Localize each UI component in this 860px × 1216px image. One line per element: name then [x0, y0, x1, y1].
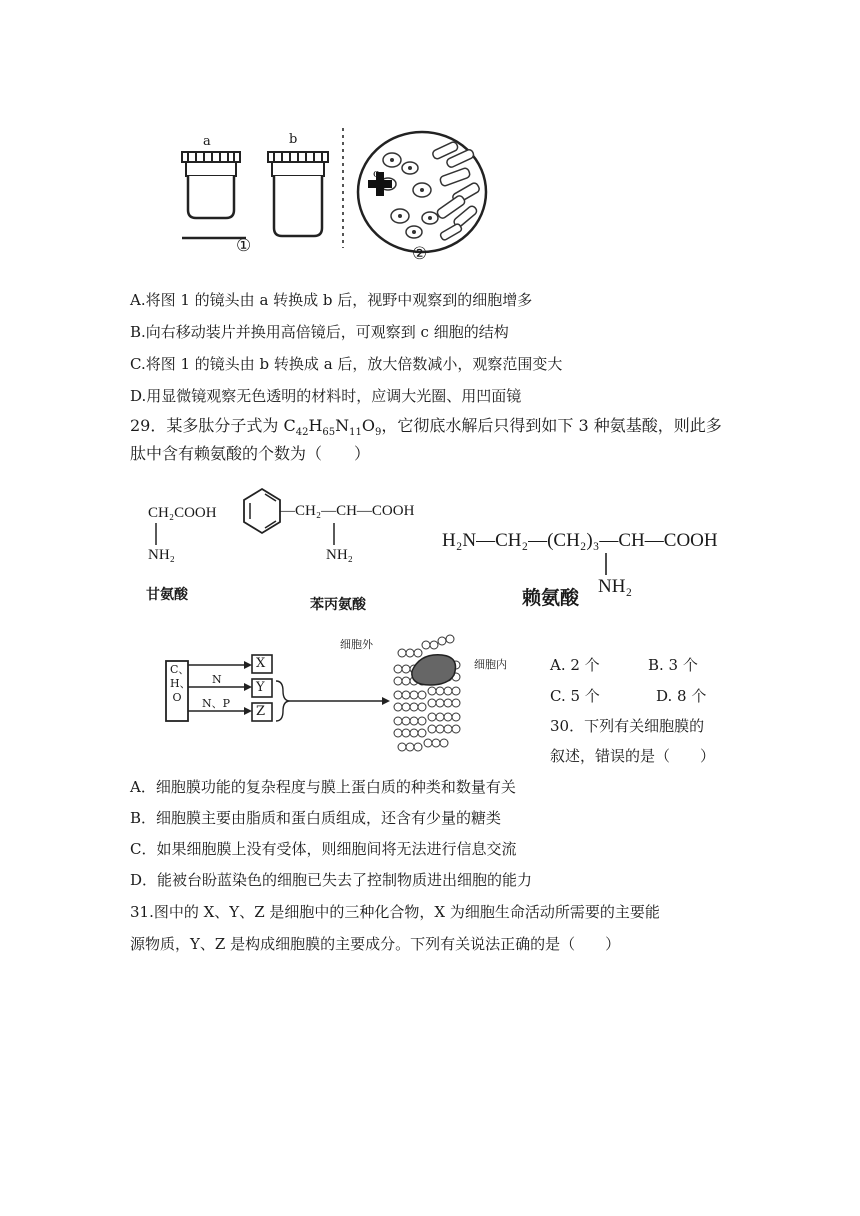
microscope-figure — [160, 120, 510, 270]
q29-stem-prefix: 29．某多肽分子式为 C — [130, 416, 296, 435]
lens-b-label: b — [289, 132, 298, 147]
q30-option-a: A．细胞膜功能的复杂程度与膜上蛋白质的种类和数量有关 — [130, 778, 516, 796]
field-of-view-icon — [358, 132, 486, 252]
glycine-formula: CH₂COOH — [148, 505, 217, 521]
lysine-name: 赖氨酸 — [522, 587, 580, 609]
figure-2-label: ② — [412, 244, 428, 264]
objective-lens-a-icon — [182, 152, 240, 218]
membrane-figure — [150, 625, 540, 765]
formula-c-count: 42 — [295, 427, 309, 439]
q29-stem-suffix: ，它彻底水解后只得到如下 3 种氨基酸，则此多 — [381, 416, 722, 435]
q29-option-a: A. 2 个 — [550, 656, 600, 674]
q28-option-b: B.向右移动装片并换用高倍镜后，可观察到 c 细胞的结构 — [130, 323, 509, 341]
q29-option-d: D. 8 个 — [656, 687, 707, 705]
phenylalanine-name: 苯丙氨酸 — [310, 597, 366, 613]
q29-option-b: B. 3 个 — [648, 656, 698, 674]
q28-option-a: A.将图 1 的镜头由 a 转换成 b 后，视野中观察到的细胞增多 — [130, 291, 533, 309]
q30-option-d: D．能被台盼蓝染色的细胞已失去了控制物质进出细胞的能力 — [130, 871, 533, 889]
lysine-chain: H₂N—CH₂—(CH₂)₃—CH—COOH — [442, 530, 718, 551]
q28-option-d: D.用显微镜观察无色透明的材料时，应调大光圈、用凹面镜 — [130, 387, 522, 405]
lysine-bond-line — [602, 553, 612, 577]
formula-n: N — [335, 416, 350, 435]
compound-y-label: Y — [256, 680, 265, 695]
q30-option-c: C．如果细胞膜上没有受体，则细胞间将无法进行信息交流 — [130, 840, 517, 858]
q30-stem-line1: 30．下列有关细胞膜的 — [550, 717, 705, 735]
glycine-amino-group: NH₂ — [148, 547, 175, 563]
inside-cell-label: 细胞内 — [474, 658, 507, 671]
formula-h: H — [308, 416, 323, 435]
q30-option-b: B．细胞膜主要由脂质和蛋白质组成，还含有少量的糖类 — [130, 809, 502, 827]
formula-h-count: 65 — [322, 427, 336, 439]
element-box-text: C、H、O — [170, 663, 191, 704]
glycine-name: 甘氨酸 — [146, 587, 188, 603]
formula-o: O — [361, 416, 375, 435]
compound-x-label: X — [256, 656, 266, 671]
arrow-label-np: N、P — [202, 697, 231, 710]
phenylalanine-bond-line — [330, 523, 340, 547]
cell-c-label: c — [373, 167, 380, 180]
amino-acid-figure — [140, 485, 718, 625]
formula-n-count: 11 — [349, 427, 362, 439]
figure-1-label: ① — [236, 236, 252, 256]
membrane-protein-icon — [412, 655, 456, 685]
q29-stem-line2: 肽中含有赖氨酸的个数为（ ） — [130, 444, 371, 463]
q29-stem-line1 — [130, 415, 722, 437]
glycine-bond-line — [152, 523, 162, 547]
lysine-amino-group: NH₂ — [598, 576, 633, 597]
microscope-drawing — [160, 120, 510, 270]
outside-cell-label: 细胞外 — [340, 638, 373, 651]
objective-lens-b-icon — [268, 152, 328, 236]
q31-stem-line2: 源物质，Y、Z 是构成细胞膜的主要成分。下列有关说法正确的是（ ） — [130, 935, 621, 953]
phenylalanine-amino-group: NH₂ — [326, 547, 353, 563]
phenylalanine-chain: —CH₂—CH—COOH — [280, 503, 415, 519]
arrow-label-n: N — [212, 673, 222, 686]
q31-stem-line1: 31.图中的 X、Y、Z 是细胞中的三种化合物，X 为细胞生命活动所需要的主要能 — [130, 903, 660, 921]
q29-option-c: C. 5 个 — [550, 687, 600, 705]
compound-z-label: Z — [256, 704, 266, 719]
phospholipid-bilayer-icon — [394, 635, 460, 751]
lens-a-label: a — [203, 134, 211, 149]
q30-stem-line2: 叙述，错误的是（ ） — [550, 747, 716, 765]
formula-o-count: 9 — [374, 427, 382, 439]
q28-option-c: C.将图 1 的镜头由 b 转换成 a 后，放大倍数减小，观察范围变大 — [130, 355, 563, 373]
